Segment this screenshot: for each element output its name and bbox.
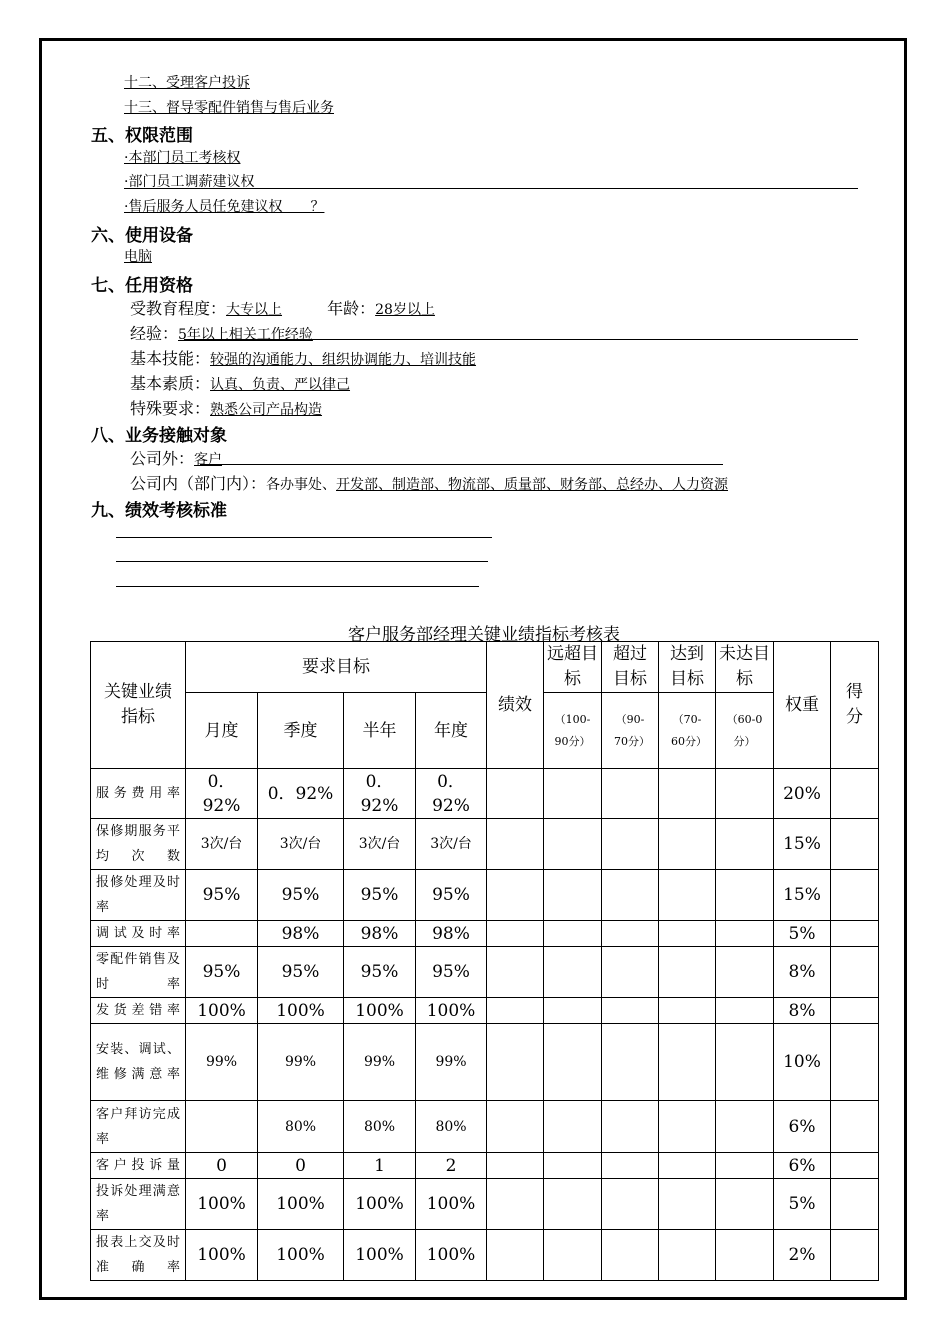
exceed-cell: [602, 1179, 659, 1230]
outside-line: [130, 446, 222, 469]
reach-cell: [659, 819, 716, 870]
half-year-target: 99%: [344, 1024, 416, 1101]
score-cell: [831, 1024, 879, 1101]
weight-value: 15%: [774, 819, 831, 870]
reach-cell: [659, 1101, 716, 1153]
year-target: 99%: [416, 1024, 487, 1101]
skill-line: [130, 346, 476, 369]
score-cell: [831, 921, 879, 947]
half-year-target: 100%: [344, 1230, 416, 1281]
education-value: 大专以上: [226, 302, 283, 318]
performance-cell: [487, 1179, 544, 1230]
special-line: [130, 396, 322, 419]
reach-cell: [659, 769, 716, 819]
half-year-target: 100%: [344, 998, 416, 1024]
kpi-name: 保修期服务平均次数: [91, 819, 186, 870]
year-target: 95%: [416, 870, 487, 921]
exceed-header: 超过目标: [602, 642, 659, 693]
inside-label: 公司内（部门内）：: [130, 474, 267, 493]
year-target: 100%: [416, 1230, 487, 1281]
far-exceed-cell: [544, 769, 602, 819]
table-row: [91, 819, 879, 870]
table-row: [91, 870, 879, 921]
kpi-name: 发货差错率: [91, 998, 186, 1024]
reach-cell: [659, 998, 716, 1024]
year-target: 98%: [416, 921, 487, 947]
quality-line: [130, 371, 350, 394]
quarter-target: 0．92%: [258, 769, 344, 819]
kpi-name: 报修处理及时率: [91, 870, 186, 921]
exceed-cell: [602, 1101, 659, 1153]
quarter-header: 季度: [258, 693, 344, 769]
quarter-target: 99%: [258, 1024, 344, 1101]
half-year-target: 100%: [344, 1179, 416, 1230]
below-cell: [716, 1024, 774, 1101]
reach-cell: [659, 1179, 716, 1230]
kpi-name: 服务费用率: [91, 769, 186, 819]
far-exceed-cell: [544, 1101, 602, 1153]
far-exceed-cell: [544, 870, 602, 921]
duty-13: 十三、督导零配件销售与售后业务: [124, 100, 334, 116]
duty-12: 十二、受理客户投诉: [124, 75, 250, 91]
far-exceed-cell: [544, 921, 602, 947]
education-label: 受教育程度：: [130, 299, 227, 318]
kpi-name: 客户拜访完成率: [91, 1101, 186, 1153]
kpi-header: 关键业绩指标: [91, 642, 186, 769]
blank-line: [116, 537, 492, 538]
underline-rule: [124, 188, 858, 189]
kpi-name: 投诉处理满意率: [91, 1179, 186, 1230]
exceed-cell: [602, 998, 659, 1024]
weight-value: 8%: [774, 998, 831, 1024]
month-target: 100%: [186, 1230, 258, 1281]
performance-cell: [487, 1230, 544, 1281]
kpi-name: 调试及时率: [91, 921, 186, 947]
far-exceed-cell: [544, 819, 602, 870]
authority-item: ·售后服务人员任免建议权 ？: [124, 199, 325, 215]
performance-cell: [487, 819, 544, 870]
half-year-target: 95%: [344, 870, 416, 921]
below-cell: [716, 819, 774, 870]
section-8-title: 八、业务接触对象: [91, 426, 227, 446]
exceed-cell: [602, 819, 659, 870]
exceed-cell: [602, 1153, 659, 1179]
quarter-target: 100%: [258, 1230, 344, 1281]
month-target: 3次/台: [186, 819, 258, 870]
quarter-target: 3次/台: [258, 819, 344, 870]
experience-line: [130, 321, 313, 344]
month-target: [186, 921, 258, 947]
age-value: 28岁以上: [375, 302, 435, 318]
kpi-table: [90, 641, 879, 1281]
table-row: [91, 769, 879, 819]
month-target: 0．92%: [186, 769, 258, 819]
outside-value: 客户: [194, 452, 223, 468]
weight-value: 8%: [774, 947, 831, 998]
below-cell: [716, 947, 774, 998]
half-year-target: 1: [344, 1153, 416, 1179]
year-target: 3次/台: [416, 819, 487, 870]
below-cell: [716, 998, 774, 1024]
quality-label: 基本素质：: [130, 374, 211, 393]
below-header: 未达目标: [716, 642, 774, 693]
score-cell: [831, 870, 879, 921]
table-row: [91, 947, 879, 998]
quarter-target: 0: [258, 1153, 344, 1179]
half-year-target: 80%: [344, 1101, 416, 1153]
performance-cell: [487, 1101, 544, 1153]
weight-value: 20%: [774, 769, 831, 819]
education-line: [130, 296, 479, 319]
performance-cell: [487, 1153, 544, 1179]
outside-label: 公司外：: [130, 449, 195, 468]
month-header: 月度: [186, 693, 258, 769]
weight-value: 6%: [774, 1101, 831, 1153]
score-cell: [831, 947, 879, 998]
below-cell: [716, 1230, 774, 1281]
performance-cell: [487, 947, 544, 998]
inside-plain: 各办事处、: [266, 477, 337, 493]
reach-cell: [659, 1024, 716, 1101]
far-exceed-cell: [544, 947, 602, 998]
skill-value: 较强的沟通能力、组织协调能力、培训技能: [210, 352, 477, 368]
score-cell: [831, 1153, 879, 1179]
exceed-cell: [602, 921, 659, 947]
skill-label: 基本技能：: [130, 349, 211, 368]
below-cell: [716, 769, 774, 819]
reach-cell: [659, 1230, 716, 1281]
reach-range: （70-60分）: [659, 693, 716, 769]
weight-header: 权重: [774, 642, 831, 769]
half-year-target: 95%: [344, 947, 416, 998]
quarter-target: 95%: [258, 870, 344, 921]
half-year-header: 半年: [344, 693, 416, 769]
far-exceed-cell: [544, 1024, 602, 1101]
performance-header: 绩效: [487, 642, 544, 769]
blank-line: [116, 561, 488, 562]
special-label: 特殊要求：: [130, 399, 211, 418]
targets-header: 要求目标: [186, 642, 487, 693]
score-cell: [831, 1101, 879, 1153]
exceed-range: （90-70分）: [602, 693, 659, 769]
section-7-title: 七、任用资格: [91, 276, 193, 296]
half-year-target: 3次/台: [344, 819, 416, 870]
weight-value: 5%: [774, 1179, 831, 1230]
exceed-cell: [602, 769, 659, 819]
section-5-title: 五、权限范围: [91, 126, 193, 146]
quarter-target: 100%: [258, 998, 344, 1024]
year-target: 0．92%: [416, 769, 487, 819]
performance-cell: [487, 769, 544, 819]
weight-value: 2%: [774, 1230, 831, 1281]
table-row: [91, 998, 879, 1024]
reach-header: 达到目标: [659, 642, 716, 693]
reach-cell: [659, 921, 716, 947]
month-target: 100%: [186, 998, 258, 1024]
quarter-target: 100%: [258, 1179, 344, 1230]
year-target: 80%: [416, 1101, 487, 1153]
month-target: 100%: [186, 1179, 258, 1230]
year-header: 年度: [416, 693, 487, 769]
far-exceed-header: 远超目标: [544, 642, 602, 693]
table-title: 客户服务部经理关键业绩指标考核表: [348, 625, 620, 645]
month-target: 95%: [186, 947, 258, 998]
far-exceed-cell: [544, 998, 602, 1024]
exceed-cell: [602, 1024, 659, 1101]
quality-value: 认真、负责、严以律己: [210, 377, 351, 393]
weight-value: 15%: [774, 870, 831, 921]
below-cell: [716, 1179, 774, 1230]
authority-item: ·本部门员工考核权: [124, 150, 241, 166]
table-row: [91, 1179, 879, 1230]
table-row: [91, 1101, 879, 1153]
score-cell: [831, 819, 879, 870]
section-6-title: 六、使用设备: [91, 226, 193, 246]
year-target: 95%: [416, 947, 487, 998]
score-cell: [831, 998, 879, 1024]
performance-cell: [487, 998, 544, 1024]
experience-label: 经验：: [130, 324, 179, 343]
reach-cell: [659, 947, 716, 998]
score-header: 得分: [831, 642, 879, 769]
performance-cell: [487, 870, 544, 921]
exceed-cell: [602, 1230, 659, 1281]
exceed-cell: [602, 870, 659, 921]
score-cell: [831, 1230, 879, 1281]
month-target: 95%: [186, 870, 258, 921]
below-range: （60-0分）: [716, 693, 774, 769]
below-cell: [716, 921, 774, 947]
quarter-target: 80%: [258, 1101, 344, 1153]
inside-value: 开发部、制造部、物流部、质量部、财务部、总经办、人力资源: [336, 477, 729, 493]
year-target: 100%: [416, 998, 487, 1024]
far-exceed-cell: [544, 1179, 602, 1230]
year-target: 2: [416, 1153, 487, 1179]
underline-rule: [200, 464, 723, 465]
half-year-target: 98%: [344, 921, 416, 947]
kpi-name: 报表上交及时准确率: [91, 1230, 186, 1281]
month-target: 0: [186, 1153, 258, 1179]
weight-value: 5%: [774, 921, 831, 947]
reach-cell: [659, 1153, 716, 1179]
authority-item: ·部门员工调薪建议权: [124, 174, 255, 190]
inside-line: [130, 471, 728, 494]
exceed-cell: [602, 947, 659, 998]
below-cell: [716, 1153, 774, 1179]
far-exceed-cell: [544, 1230, 602, 1281]
below-cell: [716, 870, 774, 921]
year-target: 100%: [416, 1179, 487, 1230]
performance-cell: [487, 1024, 544, 1101]
age-label: 年龄：: [327, 299, 376, 318]
table-row: [91, 921, 879, 947]
table-row: [91, 1153, 879, 1179]
performance-cell: [487, 921, 544, 947]
kpi-name: 零配件销售及时率: [91, 947, 186, 998]
score-cell: [831, 769, 879, 819]
weight-value: 6%: [774, 1153, 831, 1179]
experience-value: 5年以上相关工作经验: [178, 327, 313, 343]
half-year-target: 0．92%: [344, 769, 416, 819]
quarter-target: 98%: [258, 921, 344, 947]
score-cell: [831, 1179, 879, 1230]
reach-cell: [659, 870, 716, 921]
table-row: [91, 1230, 879, 1281]
month-target: 99%: [186, 1024, 258, 1101]
far-exceed-range: （100-90分）: [544, 693, 602, 769]
equipment-value: 电脑: [124, 249, 152, 265]
special-value: 熟悉公司产品构造: [210, 402, 323, 418]
blank-line: [116, 586, 479, 587]
section-9-title: 九、绩效考核标准: [91, 501, 227, 521]
weight-value: 10%: [774, 1024, 831, 1101]
table-row: [91, 1024, 879, 1101]
below-cell: [716, 1101, 774, 1153]
quarter-target: 95%: [258, 947, 344, 998]
far-exceed-cell: [544, 1153, 602, 1179]
underline-rule: [184, 339, 858, 340]
month-target: [186, 1101, 258, 1153]
kpi-name: 客户投诉量: [91, 1153, 186, 1179]
kpi-name: 安装、调试、维修满意率: [91, 1024, 186, 1101]
